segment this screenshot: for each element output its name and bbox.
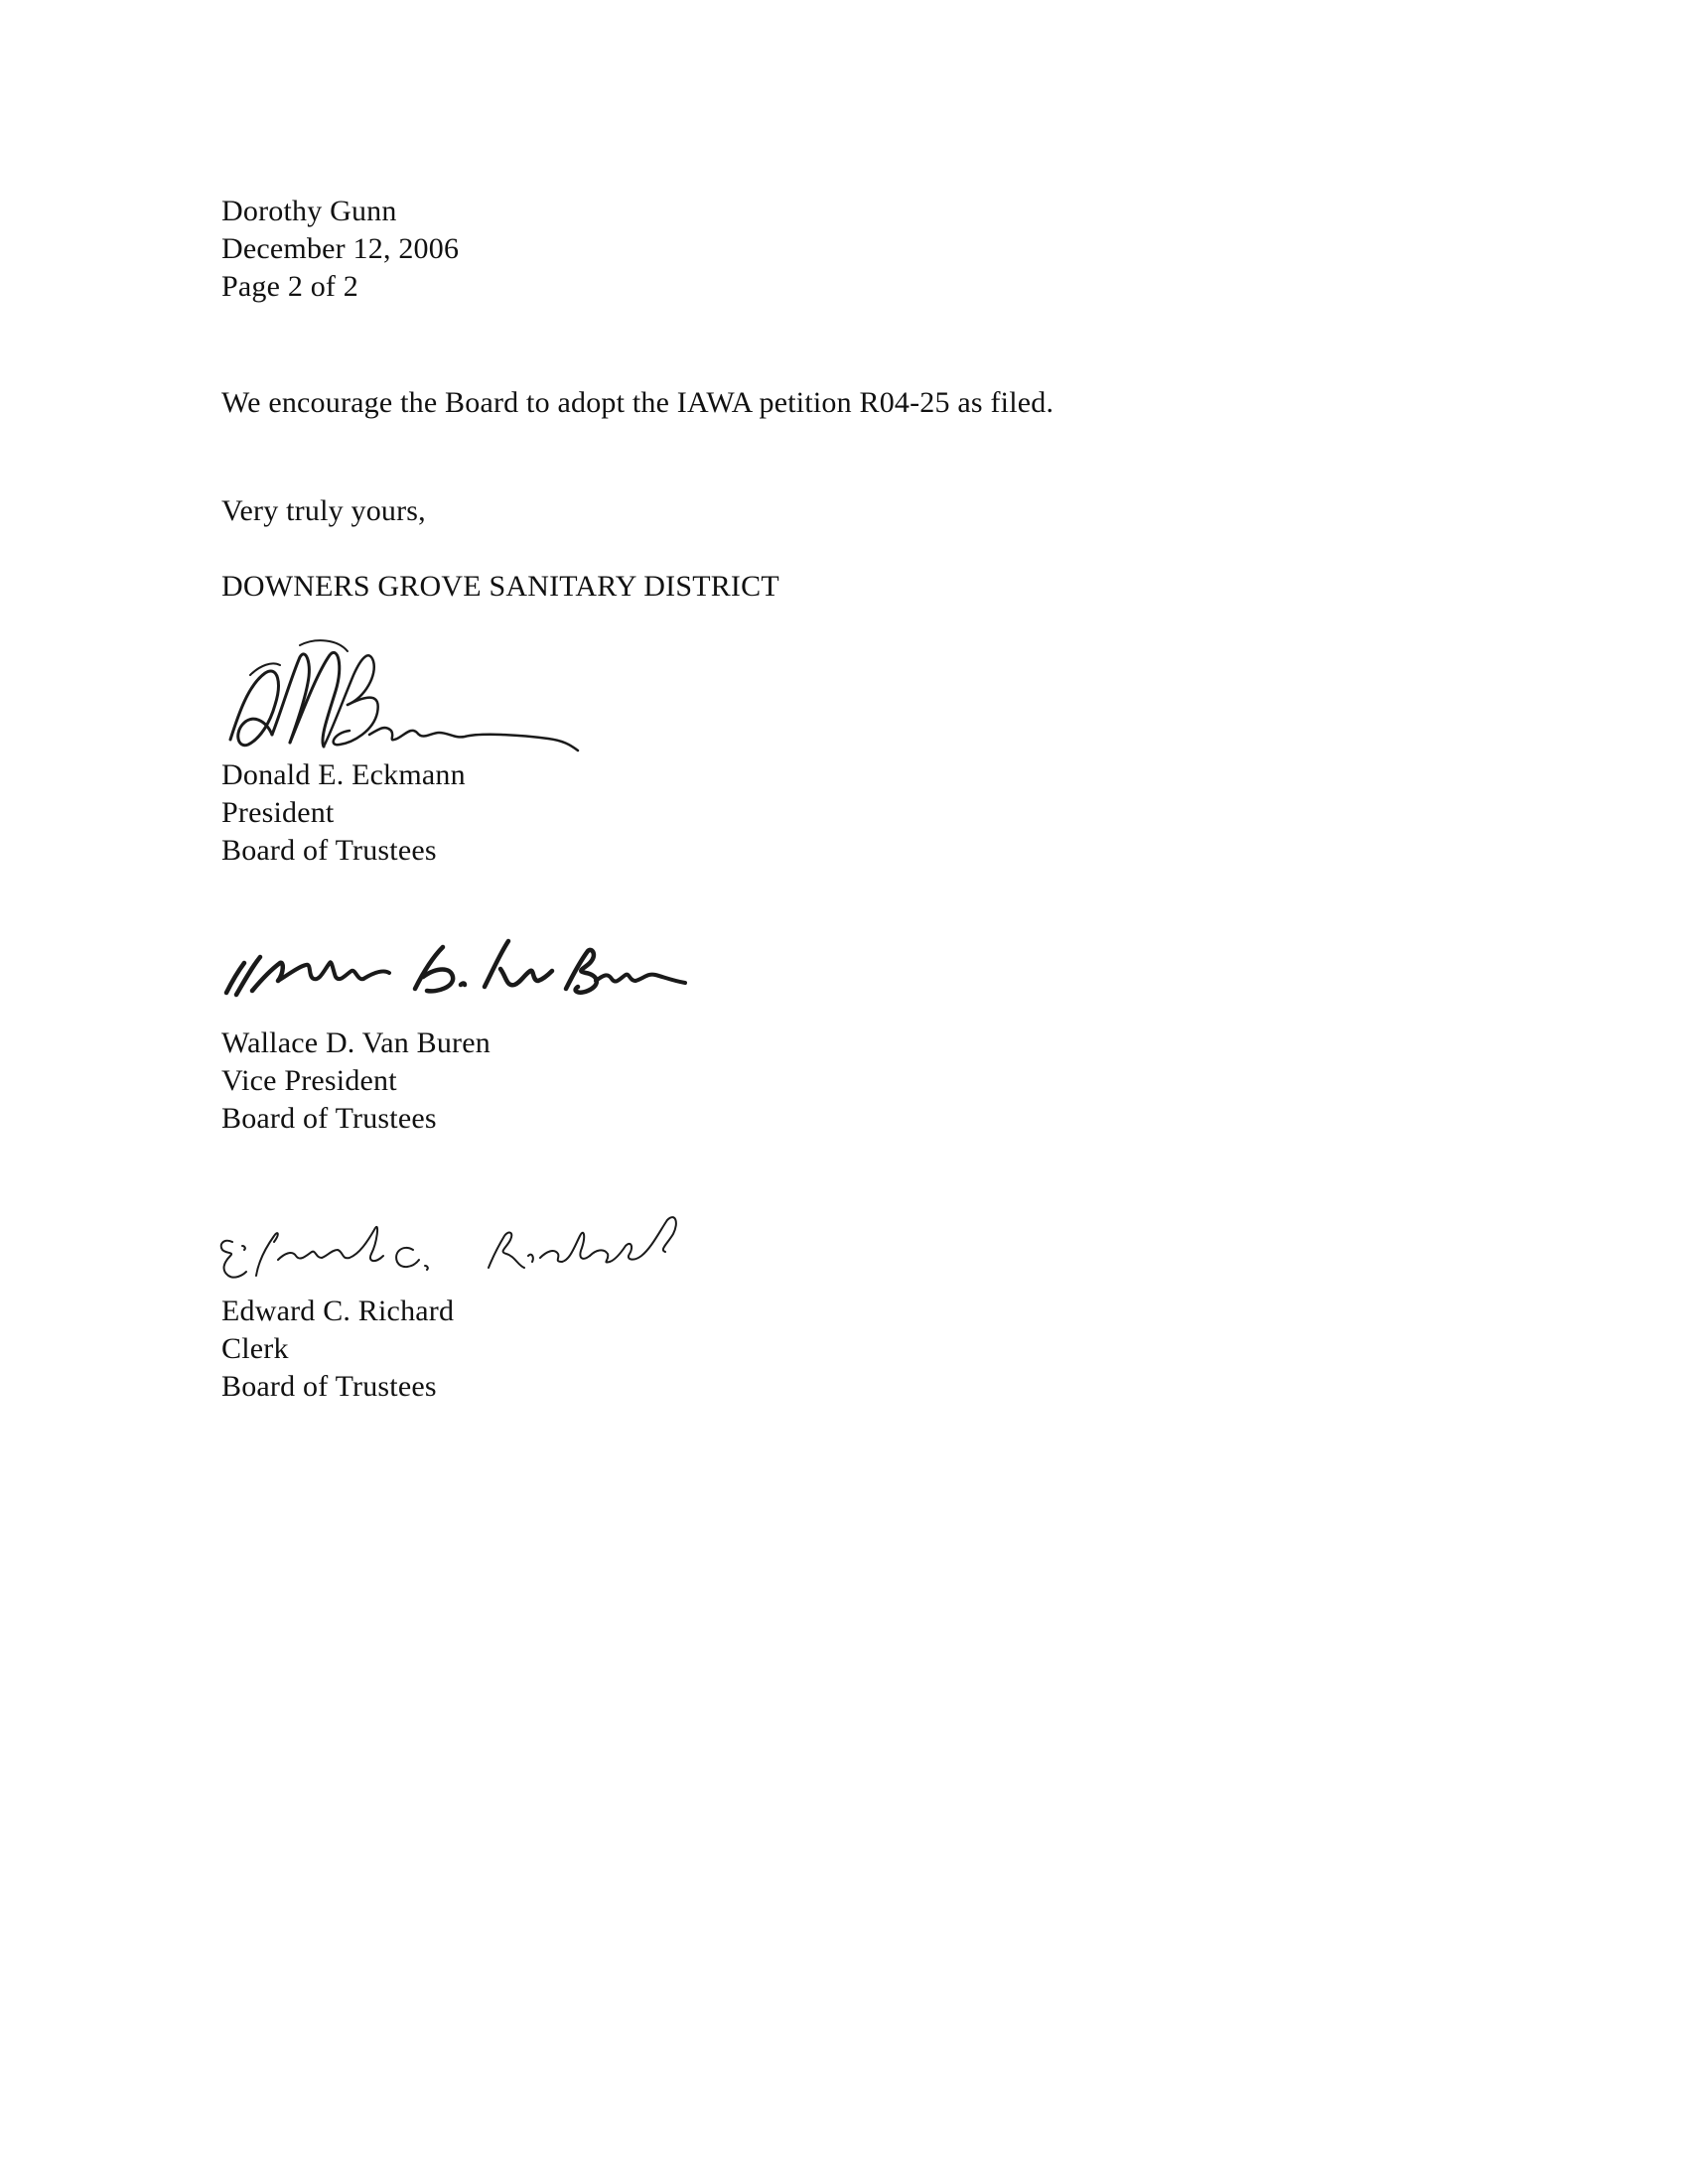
signature-van-buren-icon	[218, 933, 715, 1023]
signatory-3-name: Edward C. Richard	[221, 1295, 455, 1327]
signatory-1-board: Board of Trustees	[221, 834, 437, 867]
signatory-2-board: Board of Trustees	[221, 1102, 437, 1135]
recipient-name: Dorothy Gunn	[221, 195, 397, 227]
signature-eckmann-icon	[220, 635, 618, 764]
letter-date: December 12, 2006	[221, 232, 460, 265]
body-paragraph: We encourage the Board to adopt the IAWA petition R04-25 as filed.	[221, 386, 1054, 419]
closing-salutation: Very truly yours,	[221, 494, 426, 527]
signatory-2-name: Wallace D. Van Buren	[221, 1026, 491, 1059]
page-number: Page 2 of 2	[221, 270, 359, 303]
signatory-3-board: Board of Trustees	[221, 1370, 437, 1403]
signatory-1-name: Donald E. Eckmann	[221, 758, 466, 791]
signature-richard-icon	[209, 1206, 784, 1296]
signatory-2-title: Vice President	[221, 1064, 397, 1097]
signatory-3-title: Clerk	[221, 1332, 289, 1365]
organization-name: DOWNERS GROVE SANITARY DISTRICT	[221, 570, 779, 603]
signatory-1-title: President	[221, 796, 335, 829]
